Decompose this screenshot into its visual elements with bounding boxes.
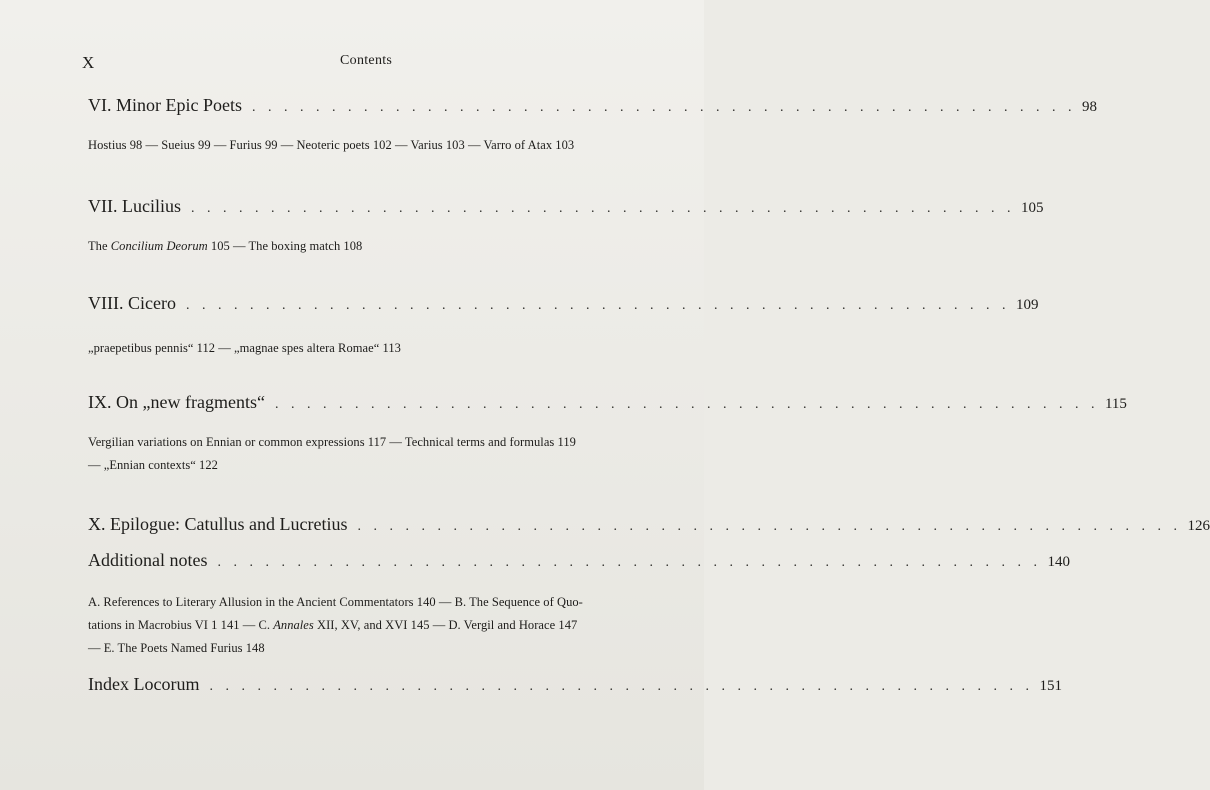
entry-subtopics [88,235,673,258]
subtopic-text: 105 — The boxing match 108 [207,239,363,253]
toc-entry-epilogue [88,514,1210,535]
dot-leader: . . . . . . . . . . . . . . . . . . . . . . . . . . . . . . . . . . . . . . . . . . . . . . . . . . . . [185,298,1010,313]
entry-page: 109 [1015,297,1039,313]
entry-page: 140 [1047,554,1070,570]
entry-subtopics: Hostius 98 — Sueius 99 — Furius 99 — Neoteric poets 102 — Varius 103 — Varro of Atax 103 [88,138,575,152]
subtopic-line: — E. The Poets Named Furius 148 [88,641,265,655]
toc-entry-new-fragments [88,392,1127,413]
dot-leader: . . . . . . . . . . . . . . . . . . . . . . . . . . . . . . . . . . . . . . . . . . . . . . . . . . . . [217,555,1042,570]
entry-page: 115 [1104,396,1127,412]
entry-title: Index Locorum [88,674,200,694]
entry-page: 98 [1081,99,1097,115]
entry-page: 105 [1020,200,1044,216]
subtopic-text: The [88,239,111,253]
page-number: X [82,53,96,72]
entry-title: X. Epilogue: Catullus and Lucretius [88,514,348,534]
dot-leader: . . . . . . . . . . . . . . . . . . . . . . . . . . . . . . . . . . . . . . . . . . . . . . . . . . . . [190,201,1015,216]
entry-subtopics [88,431,673,477]
dot-leader: . . . . . . . . . . . . . . . . . . . . . . . . . . . . . . . . . . . . . . . . . . . . . . . . . . . . [274,397,1099,412]
entry-page: 151 [1039,678,1062,694]
entry-title: Additional notes [88,550,208,570]
dot-leader: . . . . . . . . . . . . . . . . . . . . . . . . . . . . . . . . . . . . . . . . . . . . . . . . . . . . [357,519,1182,534]
subtopic-line: A. References to Literary Allusion in the Ancient Commentators 140 — B. The Sequence of Quo- [88,595,583,609]
toc-entry-minor-epic-poets [88,95,1097,116]
entry-title: VII. Lucilius [88,196,181,216]
subtopic-italic: Concilium Deorum [110,239,208,253]
subtopic-line: — „Ennian contexts“ 122 [88,458,218,472]
dot-leader: . . . . . . . . . . . . . . . . . . . . . . . . . . . . . . . . . . . . . . . . . . . . . . . . . . . . [209,679,1034,694]
entry-title: VIII. Cicero [88,293,176,313]
subtopic-line: Vergilian variations on Ennian or common expressions 117 — Technical terms and formulas 119 [88,435,576,449]
toc-entry-index-locorum [88,674,1062,695]
toc-entry-additional-notes [88,550,1070,571]
toc-entry-lucilius [88,196,1044,217]
subtopic-text: tations in Macrobius VI 1 141 — C. [88,618,274,632]
toc-entry-cicero [88,293,1039,314]
subtopic-text: XII, XV, and XVI 145 — D. Vergil and Horace 147 [313,618,578,632]
entry-title: IX. On „new fragments“ [88,392,265,412]
subtopic-line [88,614,673,637]
entry-page: 126 [1187,518,1210,534]
entry-subtopics: „praepetibus pennis“ 112 — „magnae spes altera Romae“ 113 [88,341,401,355]
entry-title: VI. Minor Epic Poets [88,95,242,115]
dot-leader: . . . . . . . . . . . . . . . . . . . . . . . . . . . . . . . . . . . . . . . . . . . . . . . . . . . . [251,100,1076,115]
subtopic-italic: Annales [273,618,314,632]
entry-subtopics [88,591,673,660]
running-head: Contents [340,53,393,68]
